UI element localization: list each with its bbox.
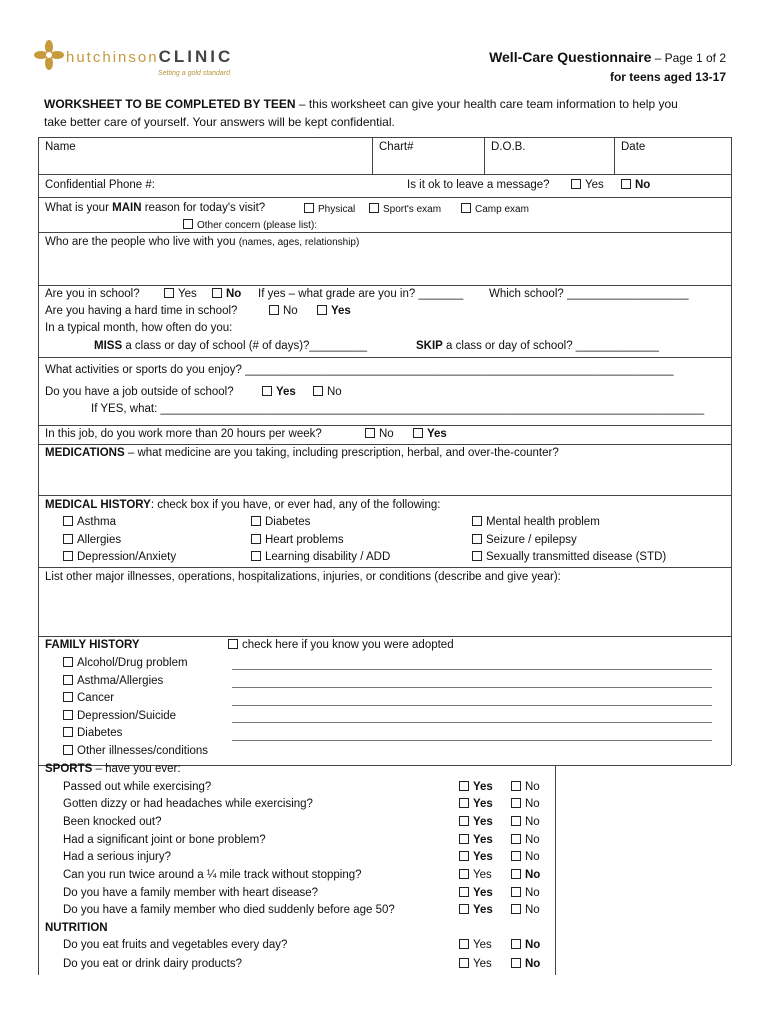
rule (484, 137, 485, 174)
option-label: No (379, 428, 394, 440)
checkbox-icon[interactable] (63, 551, 73, 561)
family-item[interactable] (63, 675, 163, 687)
option-label: Other illnesses/conditions (77, 745, 209, 757)
option-label: No (525, 887, 540, 899)
other-illnesses-question: List other major illnesses, operations, hospitalizations, injuries, or conditions (describe and give year): (45, 571, 561, 583)
option-label: No (635, 179, 651, 191)
clinic-logo-icon (34, 40, 64, 70)
page-title (489, 49, 726, 65)
household-note: (names, ages, relationship) (238, 237, 360, 248)
option-label: Camp exam (475, 204, 529, 215)
checkbox-icon[interactable] (317, 305, 327, 315)
option-label: Yes (473, 851, 493, 863)
family-answer-line[interactable] (232, 740, 712, 741)
checkbox-icon[interactable] (251, 516, 261, 526)
option-label: No (525, 869, 541, 881)
checkbox-icon[interactable] (262, 386, 272, 396)
checkbox-icon[interactable] (459, 958, 469, 968)
intro-bold: WORKSHEET TO BE COMPLETED BY TEEN (44, 97, 296, 111)
miss-text: a class or day of school (# of days)?_________ (125, 340, 367, 352)
option-label: No (525, 958, 541, 970)
option-label: Yes (473, 869, 492, 881)
medical-bold: MEDICAL HISTORY (45, 499, 151, 511)
option-label: Yes (473, 816, 493, 828)
rule (38, 567, 731, 568)
option-label: Seizure / epilepsy (486, 534, 577, 546)
option-label: Yes (473, 958, 492, 970)
option-label: Yes (585, 179, 604, 191)
sports-no[interactable] (511, 816, 540, 828)
checkbox-icon[interactable] (63, 675, 73, 685)
physical-option[interactable] (304, 203, 355, 215)
logo-tagline: Setting a gold standard (158, 70, 230, 77)
nutrition-no[interactable] (511, 939, 540, 951)
frame-right (731, 137, 732, 765)
option-label: Yes (473, 798, 493, 810)
medical-item[interactable] (472, 534, 577, 546)
nutrition-no[interactable] (511, 958, 540, 970)
sports-title (45, 763, 181, 775)
medical-item[interactable] (63, 551, 176, 563)
checkbox-icon[interactable] (511, 834, 521, 844)
option-label: Sport's exam (383, 204, 442, 215)
sports-no[interactable] (511, 887, 540, 899)
nutrition-yes[interactable] (459, 958, 492, 970)
checkbox-icon[interactable] (459, 834, 469, 844)
checkbox-icon[interactable] (511, 798, 521, 808)
option-label: No (525, 834, 540, 846)
date-label: Date (621, 141, 646, 153)
nutrition-question: Do you eat or drink dairy products? (63, 958, 242, 970)
option-label: Yes (473, 904, 493, 916)
skip-text: a class or day of school? _____________ (446, 340, 659, 352)
sports-no[interactable] (511, 798, 540, 810)
in-school-question: Are you in school? (45, 288, 140, 300)
household-question (45, 236, 359, 248)
form-title: Well-Care Questionnaire (489, 49, 652, 65)
checkbox-icon[interactable] (63, 657, 73, 667)
checkbox-icon[interactable] (459, 904, 469, 914)
sports-bold: SPORTS (45, 763, 93, 775)
rule (38, 285, 731, 286)
option-label: Asthma/Allergies (77, 675, 164, 687)
checkbox-icon[interactable] (459, 781, 469, 791)
intro-line-1 (44, 97, 678, 111)
option-label: No (283, 305, 298, 317)
checkbox-icon[interactable] (571, 179, 581, 189)
sports-question: Been knocked out? (63, 816, 162, 828)
job-question: Do you have a job outside of school? (45, 386, 234, 398)
family-history-title: FAMILY HISTORY (45, 639, 140, 651)
checkbox-icon[interactable] (511, 958, 521, 968)
checkbox-icon[interactable] (511, 781, 521, 791)
option-label: No (226, 288, 242, 300)
checkbox-icon[interactable] (304, 203, 314, 213)
nutrition-yes[interactable] (459, 939, 492, 951)
checkbox-icon[interactable] (63, 534, 73, 544)
checkbox-icon[interactable] (63, 710, 73, 720)
option-label: No (525, 781, 540, 793)
option-label: Yes (473, 939, 492, 951)
checkbox-icon[interactable] (63, 745, 73, 755)
checkbox-icon[interactable] (183, 219, 193, 229)
skip-question (416, 340, 659, 352)
option-label: Diabetes (77, 727, 123, 739)
medical-item[interactable] (251, 534, 344, 546)
sports-yes[interactable] (459, 904, 493, 916)
sports-yes[interactable] (459, 887, 493, 899)
sports-yes[interactable] (459, 798, 493, 810)
rule (38, 174, 731, 175)
medical-item[interactable] (63, 534, 121, 546)
logo-brand-left: hutchinson (66, 49, 159, 66)
rule (38, 444, 731, 445)
checkbox-icon[interactable] (63, 516, 73, 526)
option-label: No (525, 851, 540, 863)
checkbox-icon[interactable] (461, 203, 471, 213)
medications-text: – what medicine are you taking, including prescription, herbal, and over-the-counter? (127, 447, 559, 459)
logo-brand-right: CLINIC (158, 47, 234, 66)
option-label: Other concern (please list): (197, 220, 318, 231)
checkbox-icon[interactable] (511, 869, 521, 879)
message-question: Is it ok to leave a message? (407, 179, 550, 191)
sports-yes[interactable] (459, 851, 493, 863)
option-label: Alcohol/Drug problem (77, 657, 188, 669)
option-label: Asthma (77, 516, 116, 528)
form-subtitle: for teens aged 13-17 (609, 70, 726, 84)
reason-post: reason for today's visit? (144, 202, 266, 214)
medical-item[interactable] (472, 516, 600, 528)
sports-question: Can you run twice around a ¼ mile track without stopping? (63, 869, 362, 881)
checkbox-icon[interactable] (511, 851, 521, 861)
sports-yes[interactable] (459, 869, 492, 881)
checkbox-icon[interactable] (228, 639, 238, 649)
checkbox-icon[interactable] (511, 887, 521, 897)
checkbox-icon[interactable] (472, 516, 482, 526)
job-what: If YES, what: _____________________________________________________________________________________ (91, 403, 705, 415)
hard-time-question: Are you having a hard time in school? (45, 305, 238, 317)
miss-bold: MISS (94, 340, 123, 352)
checkbox-icon[interactable] (459, 939, 469, 949)
rule (38, 232, 731, 233)
option-label: Yes (473, 887, 493, 899)
message-yes-option[interactable] (571, 179, 604, 191)
option-label: Depression/Anxiety (77, 551, 177, 563)
hours-yes[interactable] (413, 428, 447, 440)
sports-yes[interactable] (459, 834, 493, 846)
option-label: Yes (178, 288, 197, 300)
sports-exam-option[interactable] (369, 203, 441, 215)
checkbox-icon[interactable] (472, 551, 482, 561)
medical-item[interactable] (472, 551, 666, 563)
sports-no[interactable] (511, 834, 540, 846)
medical-text: : check box if you have, or ever had, any of the following: (150, 499, 441, 511)
sports-no[interactable] (511, 904, 540, 916)
option-label: No (525, 939, 541, 951)
option-label: check here if you know you were adopted (242, 639, 454, 651)
option-label: Cancer (77, 692, 115, 704)
name-label: Name (45, 141, 76, 153)
medical-item[interactable] (63, 516, 116, 528)
camp-exam-option[interactable] (461, 203, 529, 215)
page-indicator: – Page 1 of 2 (654, 51, 726, 65)
frame-left (38, 137, 39, 975)
adopted-option[interactable] (228, 639, 454, 651)
intro-text-1: – this worksheet can give your health care team information to help you (298, 97, 678, 111)
medical-item[interactable] (251, 516, 310, 528)
checkbox-icon[interactable] (63, 727, 73, 737)
family-item[interactable] (63, 692, 114, 704)
medical-item[interactable] (251, 551, 390, 563)
sports-question: Had a serious injury? (63, 851, 172, 863)
other-concern-option[interactable] (183, 219, 317, 231)
checkbox-icon[interactable] (511, 939, 521, 949)
option-label: Learning disability / ADD (265, 551, 391, 563)
chart-label: Chart# (379, 141, 414, 153)
reason-main: MAIN (112, 202, 142, 214)
option-label: Physical (318, 204, 356, 215)
option-label: No (525, 904, 540, 916)
activities-question: What activities or sports do you enjoy? ___________________________________________________________________ (45, 364, 674, 376)
family-answer-line[interactable] (232, 687, 712, 688)
option-label: Yes (427, 428, 447, 440)
option-label: Yes (473, 781, 493, 793)
checkbox-icon[interactable] (251, 534, 261, 544)
sports-no[interactable] (511, 869, 540, 881)
checkbox-icon[interactable] (63, 692, 73, 702)
sports-no[interactable] (511, 851, 540, 863)
sports-yes[interactable] (459, 816, 493, 828)
checkbox-icon[interactable] (472, 534, 482, 544)
option-label: Yes (331, 305, 351, 317)
sports-text: – have you ever: (95, 763, 181, 775)
family-item[interactable] (63, 745, 208, 757)
family-answer-line[interactable] (232, 722, 712, 723)
hours-question: In this job, do you work more than 20 hours per week? (45, 428, 322, 440)
miss-question (94, 340, 367, 352)
rule (372, 137, 373, 174)
medications-bold: MEDICATIONS (45, 447, 125, 459)
option-label: No (525, 816, 540, 828)
family-item[interactable] (63, 727, 122, 739)
hard-time-no[interactable] (269, 305, 298, 317)
checkbox-icon[interactable] (413, 428, 423, 438)
message-no-option[interactable] (621, 179, 650, 191)
in-school-no[interactable] (212, 288, 241, 300)
typical-month-label: In a typical month, how often do you: (45, 322, 233, 334)
phone-label: Confidential Phone #: (45, 179, 155, 191)
checkbox-icon[interactable] (459, 851, 469, 861)
which-school-question: Which school? ___________________ (489, 288, 689, 300)
checkbox-icon[interactable] (511, 904, 521, 914)
option-label: Yes (473, 834, 493, 846)
intro-line-2: take better care of yourself. Your answers will be kept confidential. (44, 115, 395, 129)
option-label: Mental health problem (486, 516, 600, 528)
frame-right-lower (555, 765, 556, 975)
dob-label: D.O.B. (491, 141, 526, 153)
skip-bold: SKIP (416, 340, 443, 352)
sports-question: Gotten dizzy or had headaches while exercising? (63, 798, 313, 810)
hours-no[interactable] (365, 428, 394, 440)
rule (38, 357, 731, 358)
checkbox-icon[interactable] (369, 203, 379, 213)
option-label: No (327, 386, 342, 398)
family-item[interactable] (63, 710, 176, 722)
option-label: No (525, 798, 540, 810)
hard-time-yes[interactable] (317, 305, 351, 317)
medical-history-header (45, 499, 440, 511)
option-label: Allergies (77, 534, 122, 546)
sports-question: Had a significant joint or bone problem? (63, 834, 266, 846)
nutrition-title: NUTRITION (45, 922, 108, 934)
sports-question: Do you have a family member who died suddenly before age 50? (63, 904, 395, 916)
family-answer-line[interactable] (232, 669, 712, 670)
family-answer-line[interactable] (232, 705, 712, 706)
nutrition-question: Do you eat fruits and vegetables every day? (63, 939, 288, 951)
option-label: Yes (276, 386, 296, 398)
checkbox-icon[interactable] (459, 798, 469, 808)
sports-question: Do you have a family member with heart disease? (63, 887, 319, 899)
checkbox-icon[interactable] (459, 869, 469, 879)
checkbox-icon[interactable] (459, 887, 469, 897)
reason-pre: What is your (45, 202, 109, 214)
checkbox-icon[interactable] (164, 288, 174, 298)
family-item[interactable] (63, 657, 188, 669)
option-label: Diabetes (265, 516, 311, 528)
rule (38, 137, 731, 138)
visit-reason-question (45, 202, 265, 214)
checkbox-icon[interactable] (511, 816, 521, 826)
job-yes[interactable] (262, 386, 296, 398)
checkbox-icon[interactable] (621, 179, 631, 189)
logo-wordmark (66, 47, 233, 67)
in-school-yes[interactable] (164, 288, 197, 300)
sports-question: Passed out while exercising? (63, 781, 212, 793)
option-label: Depression/Suicide (77, 710, 177, 722)
household-label: Who are the people who live with you (45, 236, 236, 248)
checkbox-icon[interactable] (313, 386, 323, 396)
grade-question: If yes – what grade are you in? _______ (258, 288, 464, 300)
rule (614, 137, 615, 174)
rule (38, 495, 731, 496)
checkbox-icon[interactable] (212, 288, 222, 298)
option-label: Heart problems (265, 534, 344, 546)
option-label: Sexually transmitted disease (STD) (486, 551, 667, 563)
checkbox-icon[interactable] (251, 551, 261, 561)
job-no[interactable] (313, 386, 342, 398)
checkbox-icon[interactable] (365, 428, 375, 438)
rule (38, 636, 731, 637)
rule (38, 197, 731, 198)
checkbox-icon[interactable] (459, 816, 469, 826)
medications-question (45, 447, 559, 459)
sports-yes[interactable] (459, 781, 493, 793)
sports-no[interactable] (511, 781, 540, 793)
rule (38, 425, 731, 426)
checkbox-icon[interactable] (269, 305, 279, 315)
